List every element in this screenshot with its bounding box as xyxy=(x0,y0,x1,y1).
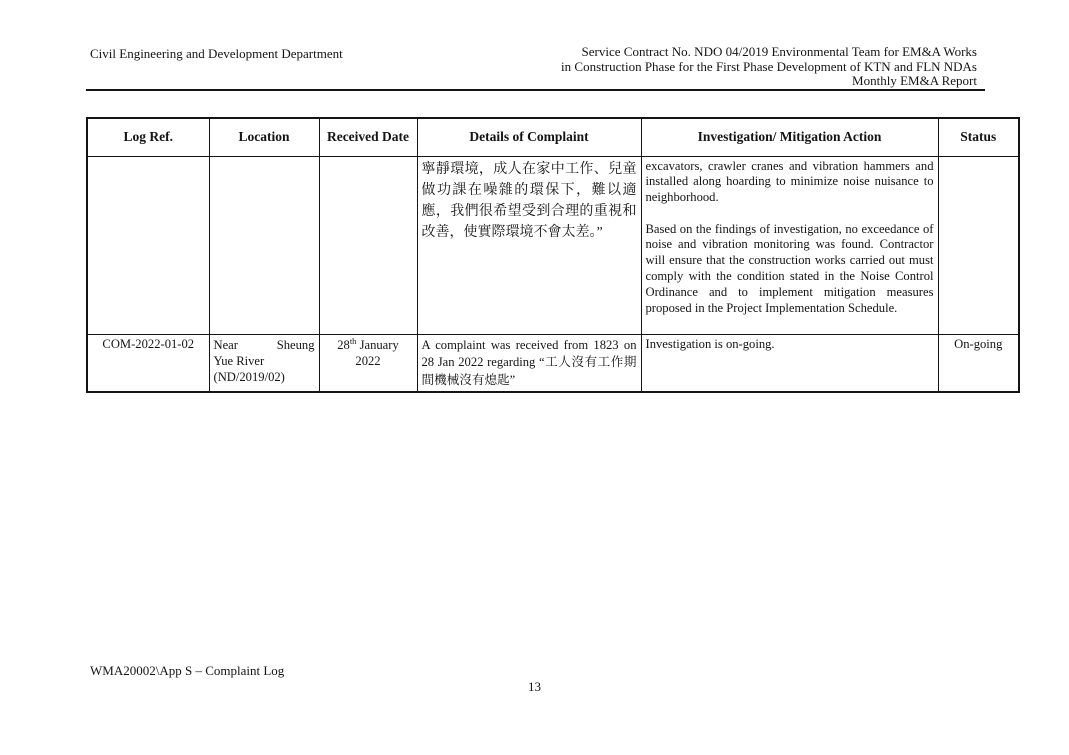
department-name: Civil Engineering and Development Department xyxy=(90,46,343,61)
cell-investigation-action xyxy=(641,156,938,334)
column-header-investigation: Investigation/ Mitigation Action xyxy=(641,118,938,156)
complaint-log-table xyxy=(86,117,1020,393)
cell-status xyxy=(938,156,1019,334)
cell-received-date xyxy=(319,156,417,334)
investigation-paragraph-2: Based on the findings of investigation, no exceedance of noise and vibration monitoring was found. Contractor will ensure that the construction works carried out must comply with the condition stated in the Noise Control Ordinance and to implement mitigation measures proposed in the Project Implementation Schedule. xyxy=(645,221,934,315)
column-header-status: Status xyxy=(938,118,1019,156)
cell-location xyxy=(209,156,319,334)
received-date-month: January xyxy=(356,337,399,352)
table-row-com-2022-01-02 xyxy=(87,334,1019,392)
table-row-continuation xyxy=(87,156,1019,334)
column-header-location: Location xyxy=(209,118,319,156)
report-title-block xyxy=(561,45,977,89)
cell-details-of-complaint: 寧靜環境，成人在家中工作、兒童做功課在噪雜的環保下，難以適應，我們很希望受到合理的重視和改善，使實際環境不會太差。” xyxy=(417,156,641,334)
column-header-log-ref: Log Ref. xyxy=(87,118,209,156)
investigation-paragraph-1: Investigation is on-going. xyxy=(645,336,775,351)
column-header-details: Details of Complaint xyxy=(417,118,641,156)
investigation-paragraph-1: excavators, crawler cranes and vibration hammers and installed along hoarding to minimize noise nuisance to neighborhood. xyxy=(645,158,934,205)
cell-status: On-going xyxy=(938,334,1019,392)
received-date-day: 28 xyxy=(337,337,350,352)
cell-log-ref xyxy=(87,156,209,334)
cell-details-of-complaint: A complaint was received from 1823 on 28 Jan 2022 regarding “工人沒有工作期間機械沒有熄匙” xyxy=(417,334,641,392)
cell-received-date xyxy=(319,334,417,392)
received-date-line-1 xyxy=(324,337,413,353)
received-date-ordinal: th xyxy=(349,335,357,346)
page-number: 13 xyxy=(528,679,541,694)
cell-investigation-action xyxy=(641,334,938,392)
cell-log-ref: COM-2022-01-02 xyxy=(87,334,209,392)
report-title-line-1: Service Contract No. NDO 04/2019 Environmental Team for EM&A Works xyxy=(581,44,977,59)
cell-location xyxy=(209,334,319,392)
report-title-line-2: in Construction Phase for the First Phase Development of KTN and FLN NDAs xyxy=(561,58,977,74)
report-title-line-3: Monthly EM&A Report xyxy=(852,73,977,89)
received-date-year: 2022 xyxy=(355,353,381,368)
table-header-row xyxy=(87,118,1019,156)
location-line-1: Near Sheung xyxy=(213,337,315,352)
footer-document-reference: WMA20002\App S – Complaint Log xyxy=(90,663,285,678)
location-line-3: (ND/2019/02) xyxy=(213,369,285,384)
header-divider-rule xyxy=(86,89,985,91)
location-line-2: Yue River xyxy=(213,353,265,368)
column-header-received-date: Received Date xyxy=(319,118,417,156)
